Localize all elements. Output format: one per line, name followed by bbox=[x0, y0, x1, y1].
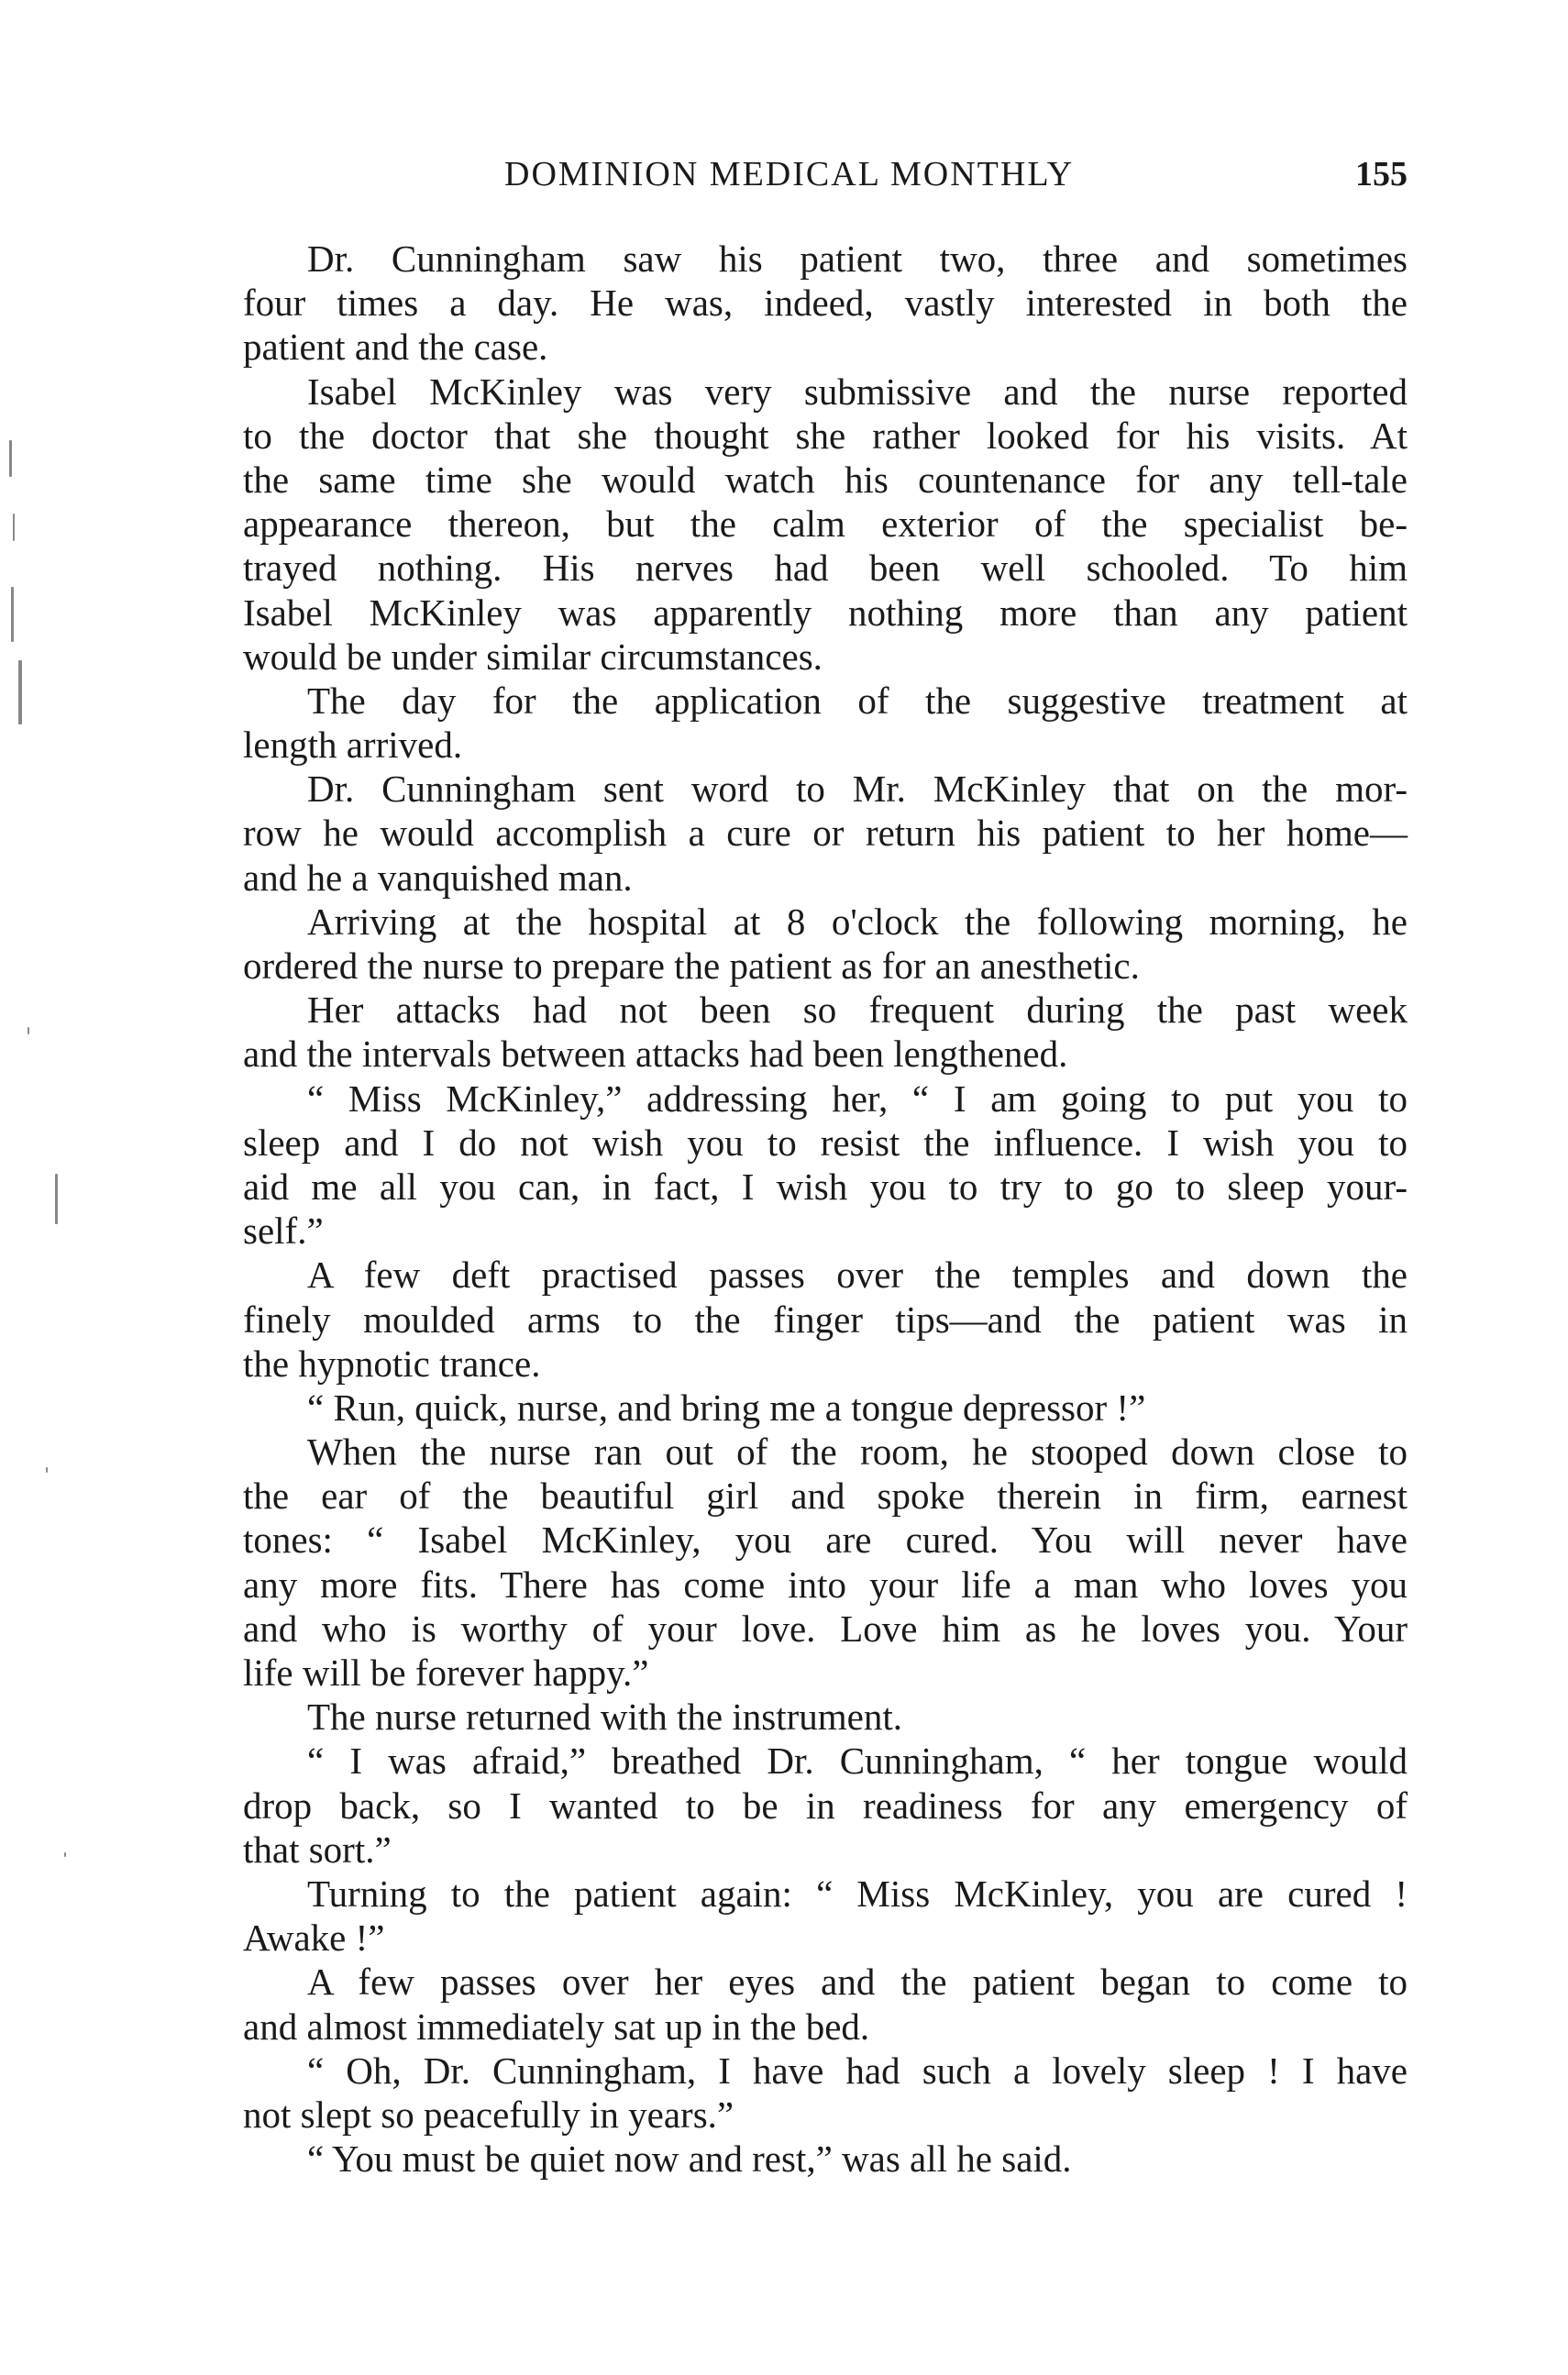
text-line: patient and the case. bbox=[243, 326, 548, 369]
text-line: to the doctor that she thought she rather looked for his visits. At bbox=[243, 414, 1408, 457]
page-header bbox=[243, 154, 1408, 209]
running-title: DOMINION MEDICAL MONTHLY bbox=[504, 155, 1075, 193]
text-line: When the nurse ran out of the room, he stooped down close to bbox=[307, 1431, 1408, 1474]
text-line: drop back, so I wanted to be in readiness for any emergency of bbox=[243, 1784, 1408, 1827]
text-line: the ear of the beautiful girl and spoke therein in firm, earnest bbox=[243, 1475, 1408, 1518]
text-line: “ Miss McKinley,” addressing her, “ I am going to put you to bbox=[307, 1077, 1408, 1120]
text-line: “ I was afraid,” breathed Dr. Cunningham, “ her tongue would bbox=[307, 1740, 1408, 1783]
text-line: life will be forever happy.” bbox=[243, 1651, 649, 1694]
text-line: Awake !” bbox=[243, 1917, 385, 1960]
text-line: The day for the application of the suggestive treatment at bbox=[307, 679, 1408, 722]
text-line: and he a vanquished man. bbox=[243, 856, 633, 899]
text-line: and almost immediately sat up in the bed. bbox=[243, 2005, 870, 2048]
text-line: appearance thereon, but the calm exterior of the specialist be- bbox=[243, 503, 1408, 546]
text-line: “ You must be quiet now and rest,” was all he said. bbox=[307, 2138, 1072, 2181]
text-line: Dr. Cunningham saw his patient two, three and sometimes bbox=[307, 238, 1408, 280]
text-line: self.” bbox=[243, 1210, 324, 1253]
text-line: the same time she would watch his countenance for any tell-tale bbox=[243, 458, 1408, 501]
text-line: The nurse returned with the instrument. bbox=[307, 1696, 902, 1739]
text-line: finely moulded arms to the finger tips—and the patient was in bbox=[243, 1298, 1408, 1341]
text-line: Her attacks had not been so frequent during the past week bbox=[307, 989, 1408, 1032]
text-line: length arrived. bbox=[243, 724, 463, 767]
text-line: “ Oh, Dr. Cunningham, I have had such a lovely sleep ! I have bbox=[307, 2049, 1408, 2092]
text-line: aid me all you can, in fact, I wish you to try to go to sleep your- bbox=[243, 1165, 1408, 1208]
text-line: Arriving at the hospital at 8 o'clock the following morning, he bbox=[307, 900, 1408, 943]
text-line: four times a day. He was, indeed, vastly interested in both the bbox=[243, 282, 1408, 325]
body-text bbox=[243, 237, 1408, 2181]
text-line: Isabel McKinley was very submissive and the nurse reported bbox=[307, 370, 1408, 413]
text-line: would be under similar circumstances. bbox=[243, 635, 823, 678]
text-line: not slept so peacefully in years.” bbox=[243, 2093, 734, 2136]
text-line: the hypnotic trance. bbox=[243, 1342, 541, 1385]
text-line: and the intervals between attacks had been lengthened. bbox=[243, 1033, 1068, 1076]
text-line: A few passes over her eyes and the patient began to come to bbox=[307, 1961, 1408, 2004]
text-line: ordered the nurse to prepare the patient as for an anesthetic. bbox=[243, 944, 1140, 987]
text-line: that sort.” bbox=[243, 1828, 392, 1871]
margin-specks bbox=[0, 0, 110, 2375]
text-line: Turning to the patient again: “ Miss McKinley, you are cured ! bbox=[307, 1872, 1408, 1915]
text-line: any more fits. There has come into your life a man who loves you bbox=[243, 1563, 1408, 1606]
text-line: “ Run, quick, nurse, and bring me a tongue depressor !” bbox=[307, 1386, 1146, 1429]
text-line: tones: “ Isabel McKinley, you are cured. You will never have bbox=[243, 1519, 1408, 1562]
text-line: sleep and I do not wish you to resist the influence. I wish you to bbox=[243, 1121, 1408, 1164]
text-line: Isabel McKinley was apparently nothing more than any patient bbox=[243, 591, 1408, 634]
text-line: trayed nothing. His nerves had been well schooled. To him bbox=[243, 547, 1408, 590]
page-number: 155 bbox=[1355, 155, 1408, 193]
text-line: Dr. Cunningham sent word to Mr. McKinley that on the mor- bbox=[307, 768, 1408, 811]
text-line: and who is worthy of your love. Love him as he loves you. Your bbox=[243, 1607, 1408, 1650]
text-line: row he would accomplish a cure or return his patient to her home— bbox=[243, 812, 1408, 855]
text-line: A few deft practised passes over the temples and down the bbox=[307, 1254, 1408, 1297]
